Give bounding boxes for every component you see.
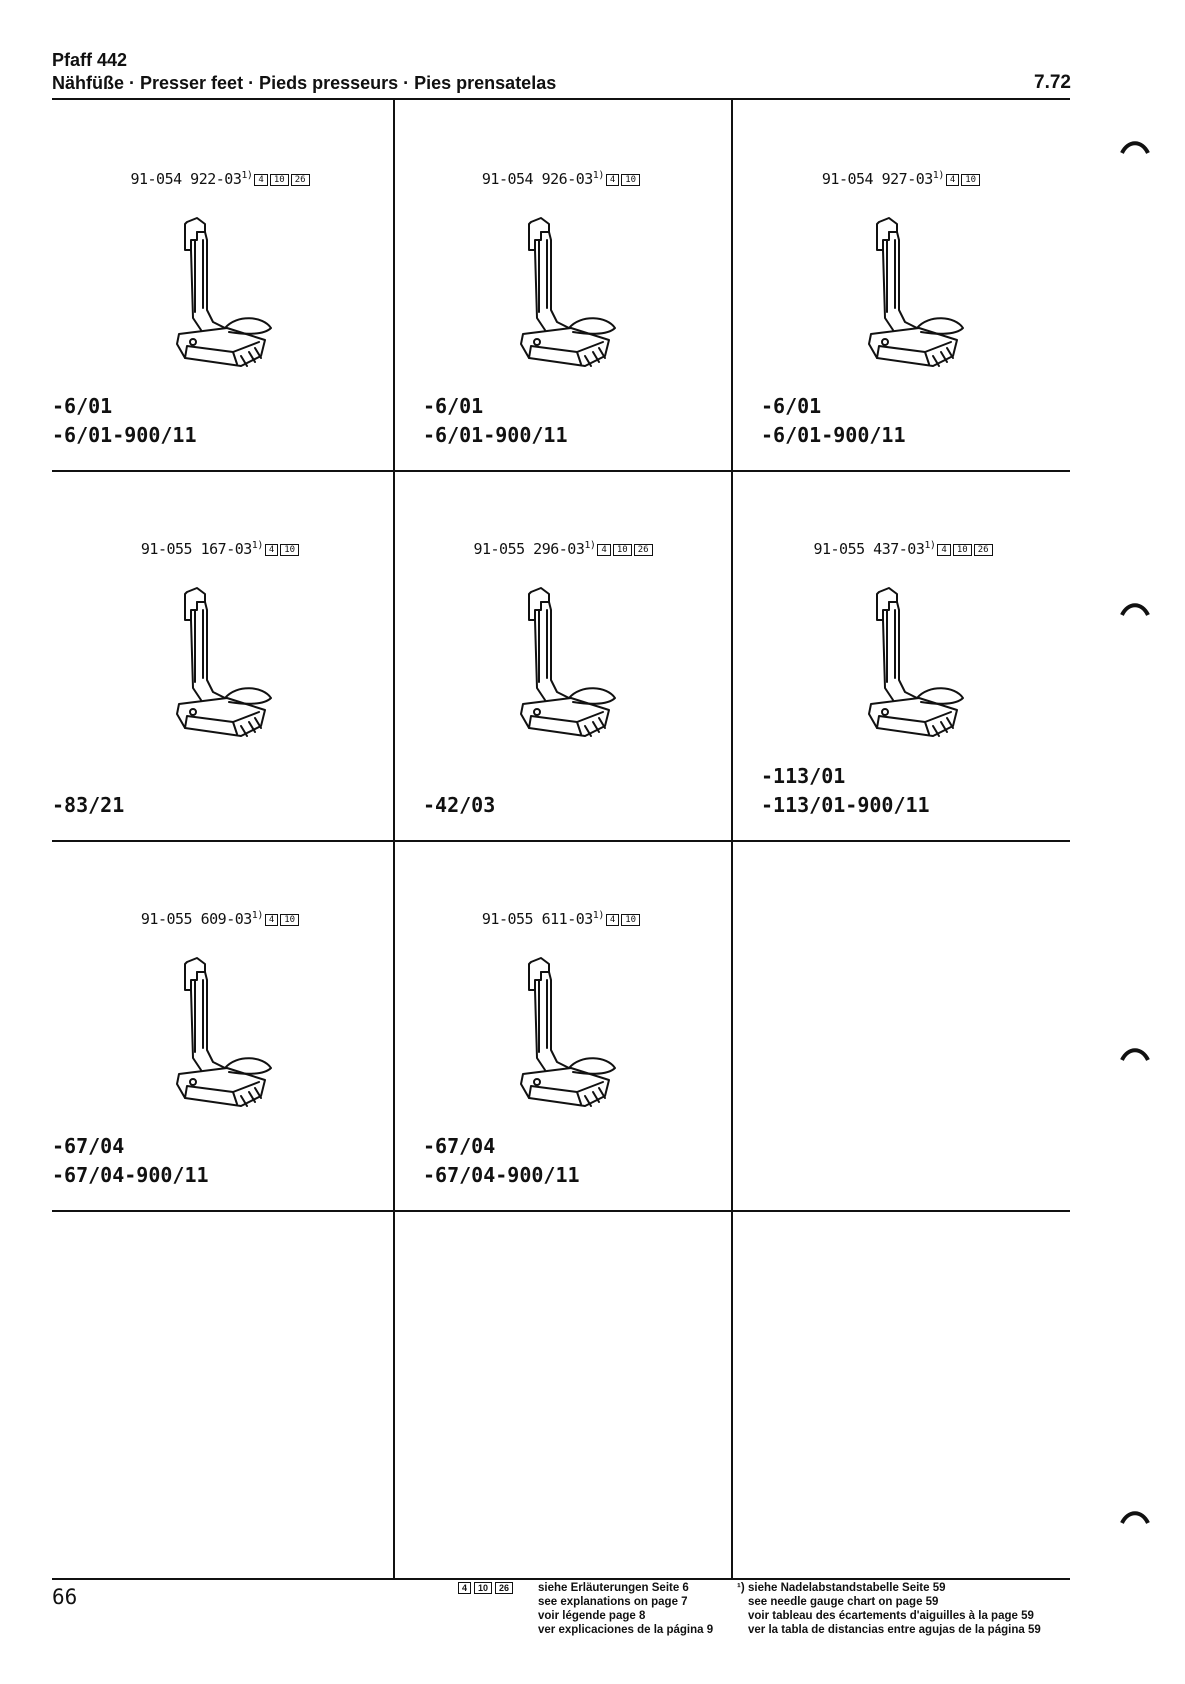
- order-codes: -42/03: [423, 793, 496, 817]
- legend-boxes: 4 10 26: [458, 1581, 516, 1595]
- order-codes: -67/04 -67/04-900/11: [423, 1134, 580, 1187]
- part-number: 91-055 167-03$^{1)}$ 4 10: [52, 540, 388, 558]
- binder-hole-mark: [1120, 1045, 1150, 1061]
- part-number: 91-055 611-03$^{1)}$ 4 10: [393, 910, 729, 928]
- part-cell: [423, 100, 759, 468]
- presser-foot-illustration: [501, 580, 631, 740]
- part-number: 91-054 922-03$^{1)}$ 4 10 26: [52, 170, 388, 188]
- model-title: Pfaff 442: [52, 50, 128, 70]
- part-cell: [423, 470, 759, 838]
- part-cell: [423, 840, 759, 1208]
- presser-foot-illustration: [157, 580, 287, 740]
- binder-hole-mark: [1120, 138, 1150, 154]
- row-divider-3: [52, 1210, 1070, 1212]
- section-number: 7.72: [1034, 72, 1071, 93]
- part-number: 91-055 609-03$^{1)}$ 4 10: [52, 910, 388, 928]
- presser-foot-illustration: [501, 950, 631, 1110]
- order-codes: -113/01 -113/01-900/11: [761, 764, 930, 817]
- part-number: 91-054 926-03$^{1)}$ 4 10: [393, 170, 729, 188]
- presser-foot-illustration: [849, 210, 979, 370]
- part-cell: [52, 470, 388, 838]
- part-cell: [52, 100, 388, 468]
- part-number: 91-054 927-03$^{1)}$ 4 10: [733, 170, 1069, 188]
- page-title: Nähfüße · Presser feet · Pieds presseurs · Pies prensatelas: [52, 73, 557, 93]
- part-cell: [761, 470, 1097, 838]
- order-codes: -6/01 -6/01-900/11: [423, 394, 568, 447]
- presser-foot-illustration: [501, 210, 631, 370]
- legend-text: siehe Erläuterungen Seite 6 see explanations on page 7 voir légende page 8 ver explicaciones de la página 9: [538, 1582, 714, 1636]
- order-codes: -6/01 -6/01-900/11: [761, 394, 906, 447]
- part-number: 91-055 437-03$^{1)}$ 4 10 26: [735, 540, 1071, 558]
- part-cell: [761, 100, 1097, 468]
- presser-foot-illustration: [157, 210, 287, 370]
- order-codes: -6/01 -6/01-900/11: [52, 394, 197, 447]
- part-cell: [52, 840, 388, 1208]
- binder-hole-mark: [1120, 600, 1150, 616]
- part-number: 91-055 296-03$^{1)}$ 4 10 26: [395, 540, 731, 558]
- footnote-text: siehe Nadelabstandstabelle Seite 59 see needle gauge chart on page 59 voir tableau des écartements d'aiguilles à la page 59 ver la tabla de distancias entre agujas de la página 59: [748, 1582, 1041, 1636]
- column-divider-1: [393, 100, 395, 1578]
- order-codes: -67/04 -67/04-900/11: [52, 1134, 209, 1187]
- footnote-mark: ¹): [737, 1582, 745, 1594]
- footer-rule: [52, 1578, 1070, 1580]
- page-number: 66: [52, 1585, 78, 1609]
- binder-hole-mark: [1120, 1508, 1150, 1524]
- order-codes: -83/21: [52, 793, 125, 817]
- presser-foot-illustration: [157, 950, 287, 1110]
- presser-foot-illustration: [849, 580, 979, 740]
